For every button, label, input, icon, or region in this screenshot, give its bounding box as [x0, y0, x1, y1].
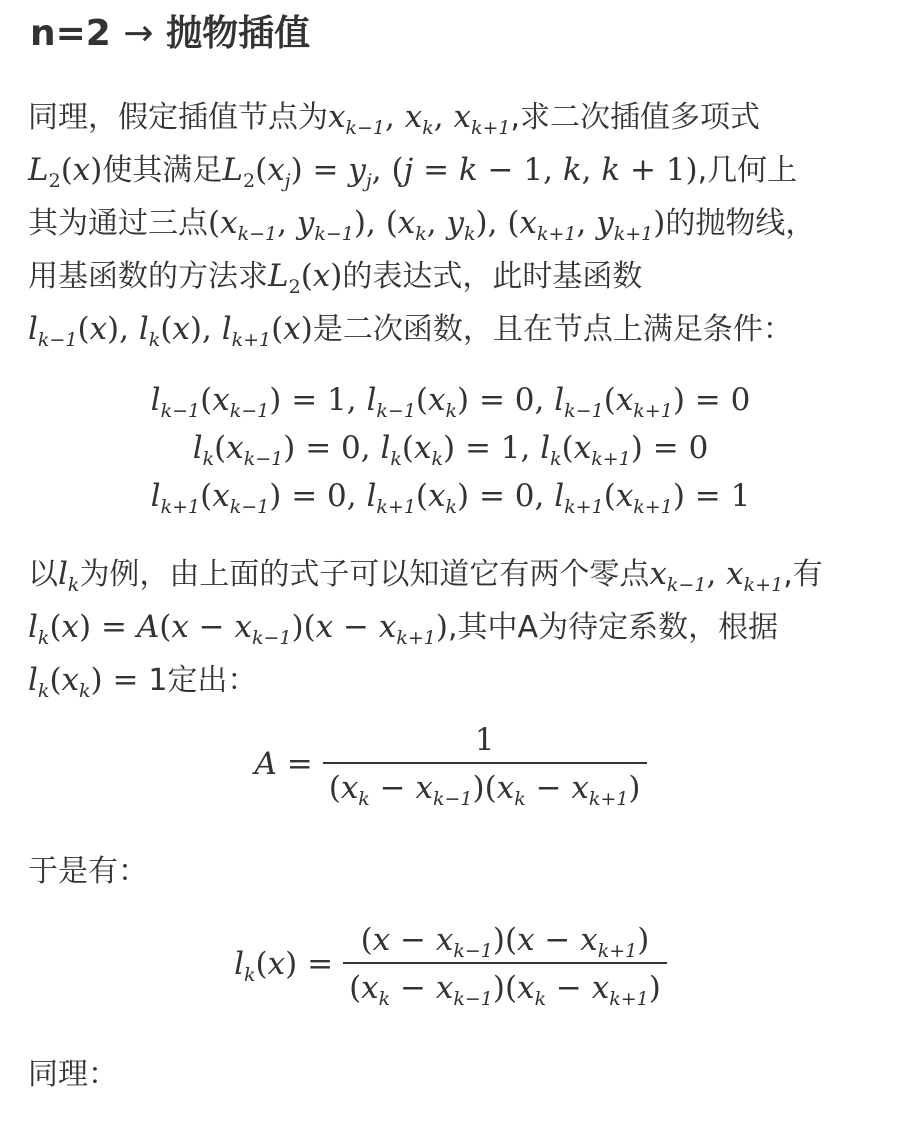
math-inline: $x_{k-1}$, $x_k$, $x_{k+1}$ — [328, 99, 511, 139]
math-inline: $l_{k-1}(x)$, $l_k(x)$, $l_{k+1}(x)$ — [28, 311, 313, 351]
text-run: 为例，由上面的式子可以知道它有两个零点 — [79, 557, 650, 592]
text-run: 以 — [28, 557, 58, 592]
text-line — [28, 845, 878, 898]
condition-row: $l_{k+1}(x_{k-1}) = 0$, $l_{k+1}(x_k) = 0$, $l_{k+1}(x_{k+1}) = 1$ — [150, 478, 751, 518]
math-inline: $x_{k-1}$, $x_{k+1}$ — [649, 556, 784, 596]
formula-A — [0, 722, 901, 810]
heading-title: 抛物插值 — [166, 13, 311, 54]
text-line — [28, 250, 878, 303]
math-inline: $l_k(x) = A(x - x_{k-1})(x - x_{k+1})$ — [28, 609, 448, 649]
conditions-block — [0, 376, 901, 520]
text-run: 同理： — [28, 1057, 118, 1092]
heading-prefix: n=2 — [30, 13, 111, 54]
text-line — [28, 654, 878, 707]
text-run: 其中A为待定系数，根据 — [457, 610, 779, 645]
text-line — [28, 197, 878, 250]
fraction — [343, 922, 667, 1010]
text-run: 有 — [792, 557, 823, 592]
similarly-paragraph — [28, 1048, 878, 1101]
condition-row: $l_{k-1}(x_{k-1}) = 1$, $l_{k-1}(x_k) = 0$, $l_{k-1}(x_{k+1}) = 0$ — [150, 382, 751, 422]
fraction-numerator: $(x - x_{k-1})(x - x_{k+1})$ — [360, 922, 650, 962]
text-run: 求二次插值多项式 — [520, 100, 761, 135]
example-paragraph — [28, 548, 878, 707]
intro-paragraph — [28, 91, 878, 356]
text-run: 于是有： — [28, 854, 148, 889]
heading-arrow: → — [123, 13, 154, 54]
text-line: 以$l_k$为例，由上面的式子可以知道它有两个零点$x_{k-1}$, $x_{k+1}$,有 — [28, 556, 823, 596]
fraction-denominator: $(x_k - x_{k-1})(x_k - x_{k+1})$ — [349, 969, 661, 1010]
text-run: 的抛物线， — [665, 206, 816, 241]
math-inline: $L_2(x)$ — [268, 258, 343, 298]
math-inline: $l_k$ — [58, 556, 80, 596]
text-line — [28, 1048, 878, 1101]
then-paragraph — [28, 845, 878, 898]
text-line: $L_2(x)$使其满足$L_2(x_j) = y_j$, (j = k − 1, k, k + 1),几何上 — [28, 152, 798, 192]
fraction-numerator: 1 — [474, 722, 495, 758]
text-run: 其为通过三点 — [28, 206, 208, 241]
text-run: 使其满足 — [102, 153, 223, 188]
math-inline: ($x_{k-1}$, $y_{k-1}$), ($x_k$, $y_k$), ($x_{k+1}$, $y_{k+1}$) — [208, 205, 666, 245]
text-run: 1定出： — [148, 663, 258, 698]
text-run: 用基函数的方法求 — [28, 259, 268, 294]
text-run: 的表达式，此时基函数 — [342, 259, 643, 294]
formula-lhs: $l_k(x)$ = — [234, 945, 334, 986]
math-inline: $L_2(x_j) = y_j$, (j = k − 1, k, k + 1) — [222, 152, 698, 192]
text-run: 是二次函数，且在节点上满足条件： — [312, 312, 793, 347]
text-line: $l_k(x) = A(x - x_{k-1})(x - x_{k+1})$,其中A为待定系数，根据 — [28, 609, 779, 649]
fraction-denominator: $(x_k - x_{k-1})(x_k - x_{k+1})$ — [328, 769, 641, 810]
text-run: 同理，假定插值节点为 — [28, 100, 328, 135]
formula-lk — [0, 922, 901, 1010]
math-inline: $L_2(x)$ — [28, 152, 103, 192]
formula-lhs: A = — [254, 745, 313, 782]
text-run: 几何上 — [707, 153, 798, 188]
text-line — [28, 303, 878, 356]
section-heading — [30, 10, 310, 58]
fraction — [323, 722, 647, 810]
math-inline: $l_k(x_k)$ = — [28, 662, 149, 702]
text-line: 同理，假定插值节点为$x_{k-1}$, $x_k$, $x_{k+1}$,求二次插值多项式 — [28, 99, 761, 139]
condition-row: $l_k(x_{k-1}) = 0$, $l_k(x_k) = 1$, $l_k(x_{k+1}) = 0$ — [192, 430, 709, 470]
